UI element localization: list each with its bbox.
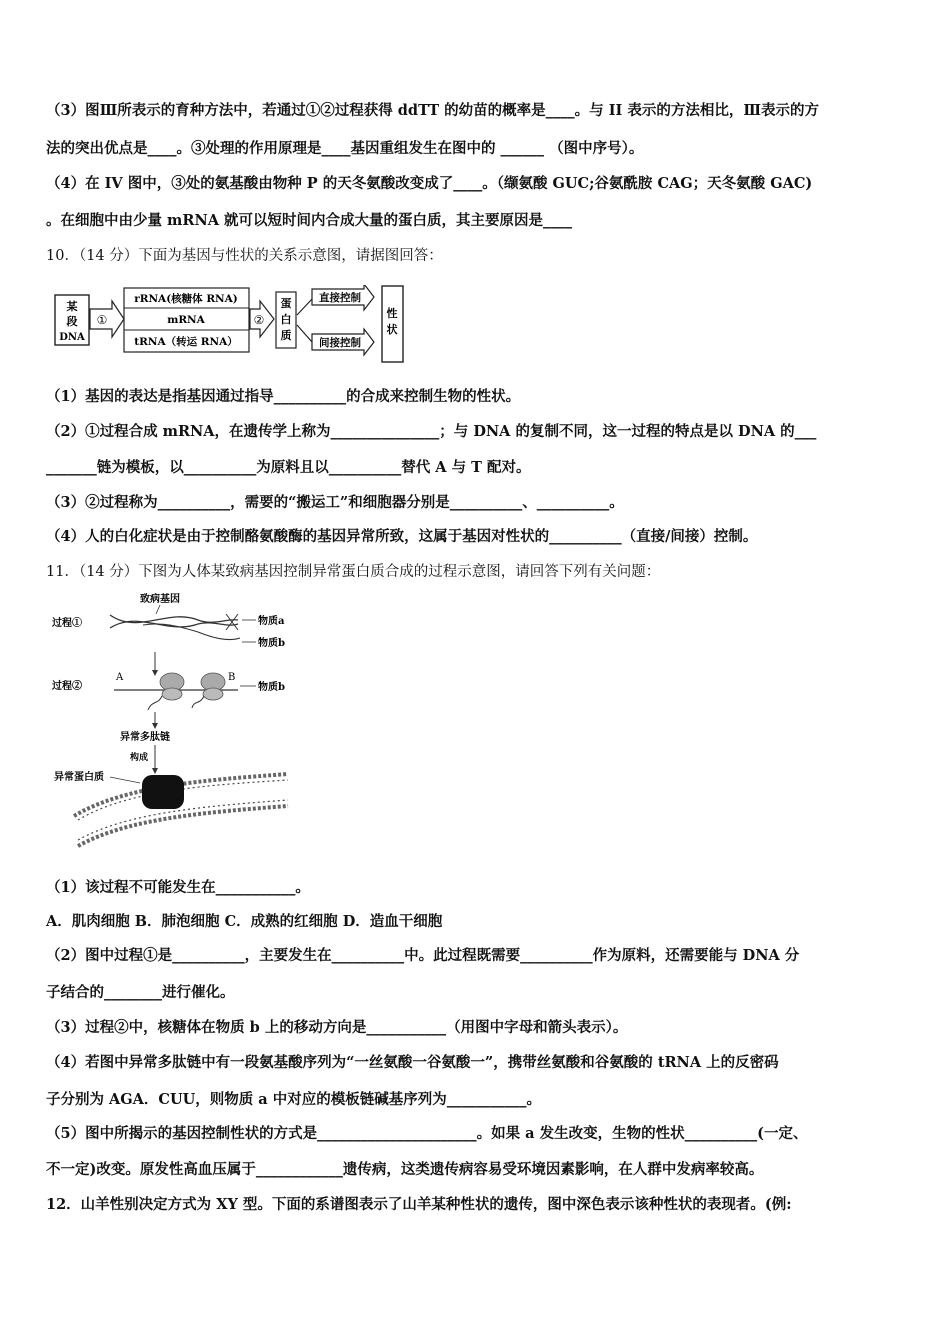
text-line: （5）图中所揭示的基因控制性状的方式是______________________。如果 a 发生改变，生物的性状__________(一定、	[46, 1125, 808, 1142]
protein-label-2: 白	[280, 313, 292, 326]
substance-b-label: 物质b	[258, 638, 285, 649]
dna-label-3: DNA	[59, 332, 85, 343]
text-line: （4）人的白化症状是由于控制酪氨酸酶的基因异常所致，这属于基因对性状的__________（直接/间接）控制。	[46, 528, 758, 545]
protein-label-1: 蛋	[280, 297, 292, 310]
text-line: （2）图中过程①是__________，主要发生在__________中。此过程既需要__________作为原料，还需要能与 DNA 分	[46, 947, 800, 964]
ribosome-small	[162, 688, 182, 700]
indirect-control-label: 间接控制	[319, 337, 361, 349]
branch-line	[297, 299, 312, 315]
text-line: 不一定)改变。原发性高血压属于____________遗传病，这类遗传病容易受环境因素影响，在人群中发病率较高。	[46, 1161, 764, 1178]
text-line: （2）①过程合成 mRNA，在遗传学上称为_______________；与 DNA 的复制不同，这一过程的特点是以 DNA 的___	[46, 423, 817, 440]
text-line: （3）图Ⅲ所表示的育种方法中，若通过①②过程获得 ddTT 的幼苗的概率是____。与 II 表示的方法相比，Ⅲ表示的方	[46, 102, 819, 119]
membrane-heads	[78, 806, 288, 846]
mrna-label: mRNA	[167, 314, 205, 326]
options-line: A．肌肉细胞 B．肺泡细胞 C．成熟的红细胞 D．造血干细胞	[46, 913, 443, 930]
text-line: （4）在 IV 图中，③处的氨基酸由物种 P 的天冬氨酸改变成了____。（缬氨酸 GUC;谷氨酰胺 CAG；天冬氨酸 GAC)	[46, 175, 813, 192]
text-line: （1）基因的表达是指基因通过指导__________的合成来控制生物的性状。	[46, 388, 521, 405]
process-2-label: 过程②	[52, 681, 82, 692]
text-line: （3）过程②中，核糖体在物质 b 上的移动方向是___________（用图中字母和箭头表示）。	[46, 1019, 628, 1036]
branch-line	[297, 325, 312, 342]
trait-label-1: 性	[386, 307, 398, 320]
text-line: 。在细胞中由少量 mRNA 就可以短时间内合成大量的蛋白质，其主要原因是____	[46, 212, 572, 229]
dna-label-1: 某	[66, 300, 78, 313]
trait-label-2: 状	[386, 323, 398, 336]
substance-a-label: 物质a	[258, 616, 285, 627]
text-line: 法的突出优点是____。③处理的作用原理是____基因重组发生在图中的 ______ （图中序号）。	[46, 140, 644, 157]
rrna-label: rRNA(核糖体 RNA)	[134, 293, 238, 305]
text-line: （3）②过程称为__________，需要的“搬运工”和细胞器分别是__________、__________。	[46, 494, 624, 511]
cross-mark	[226, 614, 238, 630]
direct-control-label: 直接控制	[319, 292, 361, 304]
question-11-title: 11．（14 分）下图为人体某致病基因控制异常蛋白质合成的过程示意图，请回答下列有关问题：	[46, 564, 661, 580]
text-line: 子分别为 AGA．CUU，则物质 a 中对应的模板链碱基序列为___________。	[46, 1091, 542, 1108]
text-line: 子结合的________进行催化。	[46, 984, 235, 1001]
label-b: B	[228, 672, 236, 683]
substance-b2-label: 物质b	[258, 682, 285, 693]
question-12-title: 12．山羊性别决定方式为 XY 型。下面的系谱图表示了山羊某种性状的遗传，图中深色表示该种性状的表现者。(例:	[46, 1196, 792, 1213]
trna-label: tRNA（转运 RNA）	[134, 336, 238, 348]
protein-label-3: 质	[280, 329, 292, 342]
abnormal-protein-block	[142, 775, 184, 809]
question-10-title: 10．（14 分）下面为基因与性状的关系示意图，请据图回答：	[46, 248, 443, 264]
text-line: _______链为模板，以__________为原料且以__________替代 A 与 T 配对。	[46, 459, 531, 476]
membrane-inner	[78, 800, 288, 840]
dna-label-2: 段	[66, 315, 78, 328]
abnormal-protein-label: 异常蛋白质	[54, 772, 104, 783]
protein-synthesis-diagram	[48, 590, 308, 855]
text-line: （1）该过程不可能发生在___________。	[46, 879, 310, 896]
process-1-label: 过程①	[52, 618, 82, 629]
text-line: （4）若图中异常多肽链中有一段氨基酸序列为“一丝氨酸一谷氨酸一”，携带丝氨酸和谷氨酸的 tRNA 上的反密码	[46, 1054, 779, 1071]
ribosome-small	[203, 688, 223, 700]
polypeptide-label: 异常多肽链	[120, 732, 170, 743]
constitute-label: 构成	[130, 753, 149, 763]
gene-trait-diagram	[54, 285, 414, 365]
step-2-label: ②	[253, 313, 265, 327]
gene-label: 致病基因	[140, 594, 180, 605]
step-1-label: ①	[96, 313, 108, 327]
label-a: A	[116, 672, 124, 683]
